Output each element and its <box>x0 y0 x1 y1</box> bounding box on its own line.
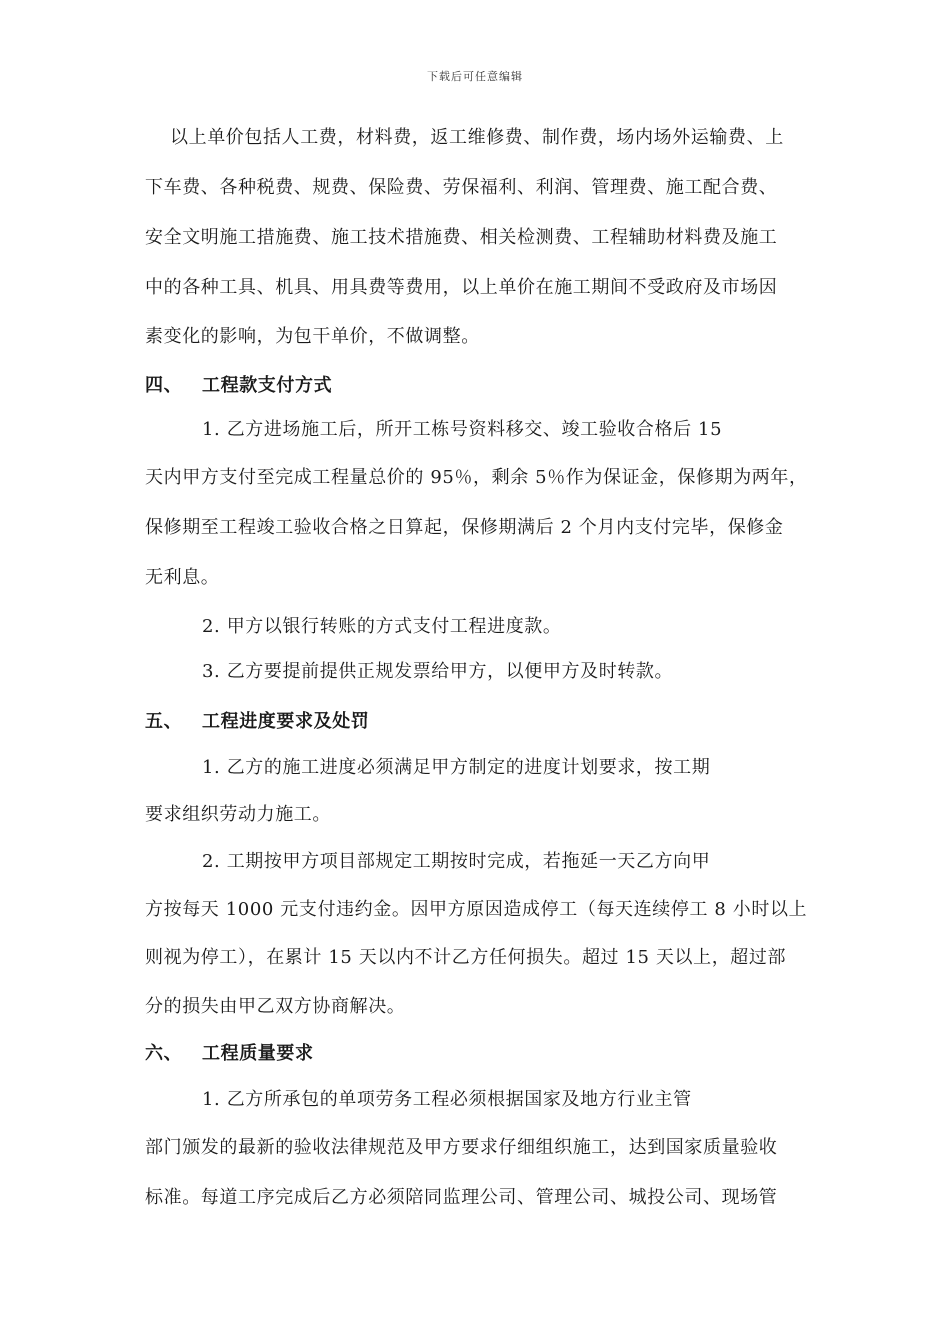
text-line: 则视为停工），在累计 15 天以内不计乙方任何损失。超过 15 天以上，超过部 <box>145 947 787 968</box>
text-line: 中的各种工具、机具、用具费等费用，以上单价在施工期间不受政府及市场因 <box>145 277 778 298</box>
section-number: 四、 <box>145 375 183 396</box>
text-line: 天内甲方支付至完成工程量总价的 95％，剩余 5％作为保证金，保修期为两年， <box>145 467 808 488</box>
text-line: 要求组织劳动力施工。 <box>145 804 331 825</box>
text-line: 方按每天 1000 元支付违约金。因甲方原因造成停工（每天连续停工 8 小时以上 <box>145 899 808 920</box>
text-line: 保修期至工程竣工验收合格之日算起，保修期满后 2 个月内支付完毕，保修金 <box>145 517 784 538</box>
section-number: 六、 <box>145 1043 183 1064</box>
section-heading <box>145 374 825 398</box>
text-line: 部门颁发的最新的验收法律规范及甲方要求仔细组织施工，达到国家质量验收 <box>145 1137 778 1158</box>
text-line: 1. 乙方的施工进度必须满足甲方制定的进度计划要求，按工期 <box>202 757 711 778</box>
section-heading <box>145 1042 825 1066</box>
text-line: 1. 乙方所承包的单项劳务工程必须根据国家及地方行业主管 <box>202 1089 692 1110</box>
section-number: 五、 <box>145 711 183 732</box>
section-title: 工程质量要求 <box>202 1043 314 1064</box>
text-line: 分的损失由甲乙双方协商解决。 <box>145 996 406 1017</box>
text-line: 安全文明施工措施费、施工技术措施费、相关检测费、工程辅助材料费及施工 <box>145 227 778 248</box>
text-line: 3. 乙方要提前提供正规发票给甲方，以便甲方及时转款。 <box>202 661 674 682</box>
text-line: 1. 乙方进场施工后，所开工栋号资料移交、竣工验收合格后 15 <box>202 419 723 440</box>
section-heading <box>145 710 825 734</box>
section-title: 工程进度要求及处罚 <box>202 711 370 732</box>
text-line: 2. 甲方以银行转账的方式支付工程进度款。 <box>202 616 562 637</box>
text-line: 下车费、各种税费、规费、保险费、劳保福利、利润、管理费、施工配合费、 <box>145 177 778 198</box>
page-header: 下载后可任意编辑 <box>427 70 523 83</box>
text-line: 标准。每道工序完成后乙方必须陪同监理公司、管理公司、城投公司、现场管 <box>145 1187 778 1208</box>
section-title: 工程款支付方式 <box>202 375 333 396</box>
text-line: 2. 工期按甲方项目部规定工期按时完成，若拖延一天乙方向甲 <box>202 851 711 872</box>
text-line: 以上单价包括人工费，材料费，返工维修费、制作费，场内场外运输费、上 <box>170 127 784 148</box>
text-line: 无利息。 <box>145 567 220 588</box>
text-line: 素变化的影响，为包干单价，不做调整。 <box>145 326 480 347</box>
